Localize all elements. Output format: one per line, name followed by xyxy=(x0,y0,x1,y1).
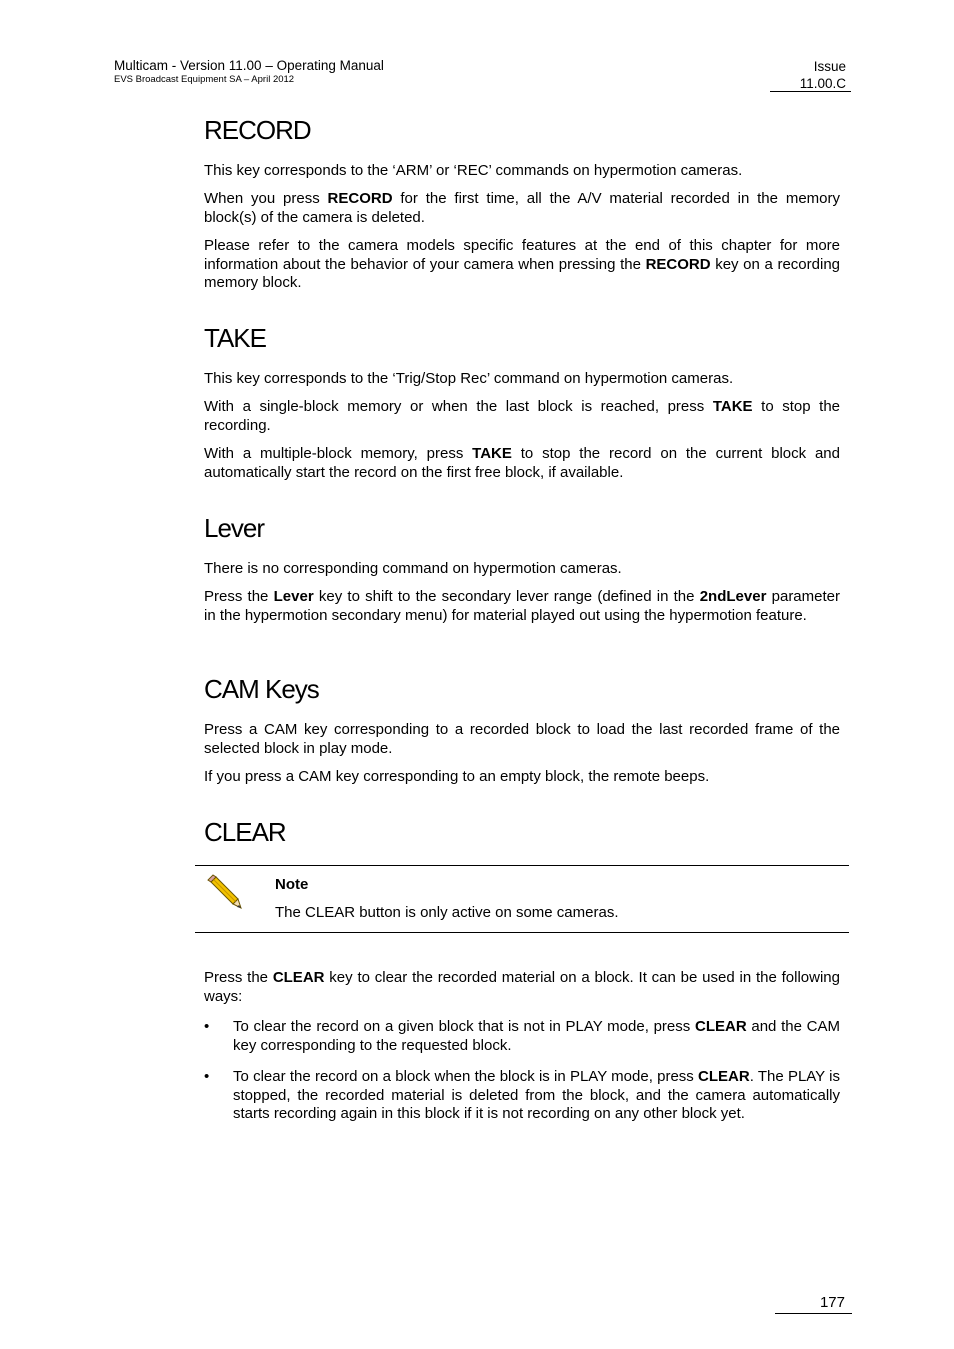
heading-clear: CLEAR xyxy=(204,817,286,847)
record-paragraph-2: When you press RECORD for the first time, all the A/V material recorded in the memory block(s) of the camera is deleted. xyxy=(204,190,840,226)
note-top-rule xyxy=(195,865,849,866)
record-paragraph-1: This key corresponds to the ‘ARM’ or ‘REC’ commands on hypermotion cameras. xyxy=(204,162,743,179)
bullet-marker: • xyxy=(204,1018,210,1035)
take-paragraph-1: This key corresponds to the ‘Trig/Stop Rec’ command on hypermotion cameras. xyxy=(204,370,734,387)
issue-value: 11.00.C xyxy=(799,76,846,91)
heading-lever: Lever xyxy=(204,513,265,543)
list-item: To clear the record on a block when the block is in PLAY mode, press CLEAR. The PLAY is stopped, the recorded material is deleted from the block, and the camera automatically starts recording again in this block if it is not recording on any other block yet. xyxy=(233,1068,840,1122)
bullet-marker: • xyxy=(204,1068,210,1085)
header-subtitle: EVS Broadcast Equipment SA – April 2012 xyxy=(114,74,295,85)
heading-record: RECORD xyxy=(204,115,311,145)
issue-label: Issue xyxy=(813,59,846,74)
heading-cam-keys: CAM Keys xyxy=(204,674,319,704)
note-title: Note xyxy=(275,876,309,893)
page-header xyxy=(114,58,384,86)
clear-paragraph-1: Press the CLEAR key to clear the recorded material on a block. It can be used in the following ways: xyxy=(204,969,840,1005)
header-title: Multicam - Version 11.00 – Operating Manual xyxy=(114,58,384,73)
camkeys-paragraph-1: Press a CAM key corresponding to a recorded block to load the last recorded frame of the selected block in play mode. xyxy=(204,721,840,757)
note-text: The CLEAR button is only active on some cameras. xyxy=(275,904,619,921)
camkeys-paragraph-2: If you press a CAM key corresponding to an empty block, the remote beeps. xyxy=(204,768,710,785)
footer-rule xyxy=(775,1313,852,1314)
take-paragraph-3: With a multiple-block memory, press TAKE to stop the record on the current block and automatically start the record on the first free block, if available. xyxy=(204,445,840,481)
record-paragraph-3: Please refer to the camera models specific features at the end of this chapter for more information about the behavior of your camera when pressing the RECORD key on a recording memory block. xyxy=(204,237,841,291)
list-item: To clear the record on a given block that is not in PLAY mode, press CLEAR and the CAM key corresponding to the requested block. xyxy=(233,1018,840,1054)
lever-paragraph-1: There is no corresponding command on hypermotion cameras. xyxy=(204,560,622,577)
note-bottom-rule xyxy=(195,932,849,933)
heading-take: TAKE xyxy=(204,323,266,353)
pencil-icon xyxy=(205,874,243,910)
take-paragraph-2: With a single-block memory or when the last block is reached, press TAKE to stop the recording. xyxy=(204,398,840,434)
header-rule xyxy=(770,91,851,92)
header-issue xyxy=(766,58,846,92)
lever-paragraph-2: Press the Lever key to shift to the secondary lever range (defined in the 2ndLever parameter in the hypermotion secondary menu) for material played out using the hypermotion feature. xyxy=(204,588,840,624)
page-number: 177 xyxy=(819,1294,845,1311)
